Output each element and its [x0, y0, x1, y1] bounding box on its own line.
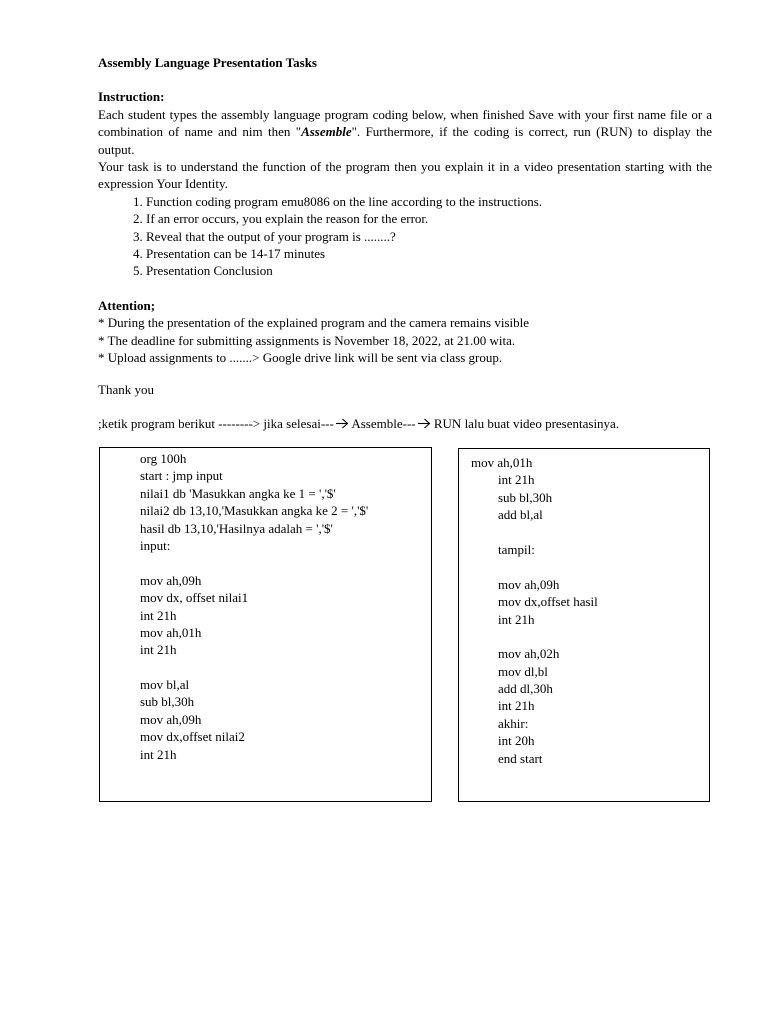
instruction-paragraph-1 — [98, 106, 712, 158]
attention-item: * The deadline for submitting assignments is November 18, 2022, at 21.00 wita. — [98, 332, 516, 348]
attention-item: * Upload assignments to .......> Google drive link will be sent via class group. — [98, 350, 503, 366]
typing-instruction-line — [98, 415, 712, 432]
task-step: 4. Presentation can be 14-17 minutes — [133, 246, 326, 262]
code-line: hasil db 13,10,'Hasilnya adalah = ','$' — [140, 520, 333, 536]
code-line — [471, 628, 598, 645]
code-line: nilai1 db 'Masukkan angka ke 1 = ','$' — [140, 485, 336, 501]
code-line: mov ah,01h — [471, 455, 533, 470]
assemble-emphasis: Assemble — [301, 124, 352, 140]
code-box-right — [458, 448, 710, 802]
code-line: sub bl,30h — [140, 694, 195, 710]
code-line: input: — [140, 537, 171, 553]
typing-instruction-part-3: RUN lalu buat video presentasinya. — [430, 415, 620, 431]
code-box-left — [99, 447, 432, 802]
instruction-paragraph-2: Your task is to understand the function of the program then you explain it in a video presentation starting with the expression Your Identity. — [98, 159, 712, 192]
code-line: int 21h — [498, 698, 535, 714]
code-line: mov ah,09h — [498, 576, 560, 592]
code-listing-left — [140, 450, 368, 763]
code-line: start : jmp input — [140, 468, 223, 484]
attention-item: * During the presentation of the explained program and the camera remains visible — [98, 315, 530, 331]
code-line: end start — [498, 750, 543, 766]
code-line — [471, 524, 598, 541]
code-line: akhir: — [498, 715, 529, 731]
code-line — [140, 659, 368, 676]
code-line: mov dx, offset nilai1 — [140, 590, 249, 606]
code-line: int 21h — [140, 746, 177, 762]
code-line: int 21h — [498, 611, 535, 627]
task-step: 2. If an error occurs, you explain the reason for the error. — [133, 211, 429, 227]
typing-instruction-part-2: Assemble--- — [348, 415, 416, 431]
code-line: mov bl,al — [140, 677, 190, 693]
instruction-heading: Instruction: — [98, 89, 165, 105]
code-line: sub bl,30h — [498, 489, 553, 505]
code-line: mov ah,01h — [140, 624, 202, 640]
task-step: 5. Presentation Conclusion — [133, 263, 273, 279]
code-line: add dl,30h — [498, 681, 553, 697]
code-line: int 21h — [140, 642, 177, 658]
code-line: org 100h — [140, 451, 187, 466]
instruction-paragraph-1-end: ". Furthermore, if the coding is correct, run (RUN) to display the output. — [98, 124, 712, 157]
task-step: 3. Reveal that the output of your program is ........? — [133, 228, 396, 244]
task-steps-list — [98, 193, 712, 280]
attention-heading: Attention; — [98, 297, 156, 313]
code-line: nilai2 db 13,10,'Masukkan angka ke 2 = ','$' — [140, 503, 369, 519]
arrow-right-icon — [335, 418, 349, 429]
code-listing-right — [471, 454, 598, 767]
task-step: 1. Function coding program emu8086 on the line according to the instructions. — [133, 193, 543, 209]
code-line: mov ah,02h — [498, 646, 560, 662]
code-line: mov dl,bl — [498, 663, 548, 679]
code-line — [471, 558, 598, 575]
code-line: mov ah,09h — [140, 572, 202, 588]
code-line: int 20h — [498, 733, 535, 749]
arrow-right-icon — [417, 418, 431, 429]
thank-you-text: Thank you — [98, 381, 154, 397]
code-line: mov dx,offset nilai2 — [140, 729, 245, 745]
document-title: Assembly Language Presentation Tasks — [98, 55, 317, 70]
instruction-paragraph-1-start: Each student types the assembly language program coding below, when finished Save with your first name file or a combination of name and nim then " — [98, 106, 712, 140]
code-line: tampil: — [498, 541, 535, 557]
code-line: mov dx,offset hasil — [498, 594, 598, 610]
code-line: int 21h — [140, 607, 177, 623]
code-line: int 21h — [498, 472, 535, 488]
code-line: add bl,al — [498, 507, 543, 523]
document-body — [98, 54, 712, 432]
typing-instruction-part-1: ;ketik program berikut --------> jika selesai--- — [98, 415, 334, 431]
code-line — [140, 554, 368, 571]
code-line: mov ah,09h — [140, 711, 202, 727]
